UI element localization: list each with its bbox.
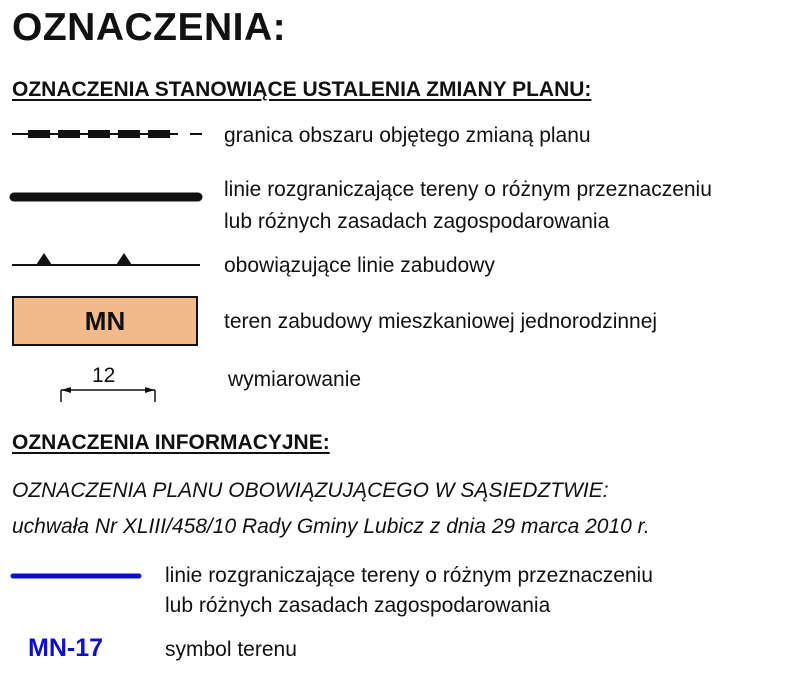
dimension-line-symbol [55, 382, 165, 404]
dashed-boundary-line-symbol [12, 126, 202, 142]
resolution-reference: uchwała Nr XLIII/458/10 Rady Gminy Lubicz z dnia 29 marca 2010 r. [12, 515, 650, 538]
legend-desc-dimensioning: wymiarowanie [228, 368, 362, 391]
page-title: OZNACZENIA: [12, 6, 287, 49]
info-desc-boundary-lines-2: lub różnych zasadach zagospodarowania [165, 594, 551, 617]
blue-boundary-line-symbol [10, 570, 142, 582]
legend-desc-boundary-lines-2: lub różnych zasadach zagospodarowania [224, 210, 610, 233]
legend-desc-boundary: granica obszaru objętego zmianą planu [224, 124, 591, 147]
info-desc-boundary-lines-1: linie rozgraniczające tereny o różnym przeznaczeniu [165, 564, 653, 587]
building-line-symbol [12, 250, 202, 268]
thick-boundary-line-symbol [10, 190, 202, 204]
info-section-heading: OZNACZENIA INFORMACYJNE: [12, 431, 330, 454]
legend-desc-boundary-lines-1: linie rozgraniczające tereny o różnym przeznaczeniu [224, 178, 712, 201]
mn17-zone-symbol: MN-17 [28, 634, 104, 662]
legend-desc-residential: teren zabudowy mieszkaniowej jednorodzinnej [224, 310, 658, 333]
binding-section-heading: OZNACZENIA STANOWIĄCE USTALENIA ZMIANY PLANU: [12, 78, 592, 101]
dimension-value: 12 [92, 364, 116, 387]
neighbor-plan-heading: OZNACZENIA PLANU OBOWIĄZUJĄCEGO W SĄSIEDZTWIE: [12, 479, 609, 502]
mn-zone-symbol [12, 296, 198, 346]
info-desc-zone-symbol: symbol terenu [165, 638, 297, 661]
mn-zone-label: MN [84, 305, 126, 336]
legend-desc-building-lines: obowiązujące linie zabudowy [224, 254, 495, 277]
